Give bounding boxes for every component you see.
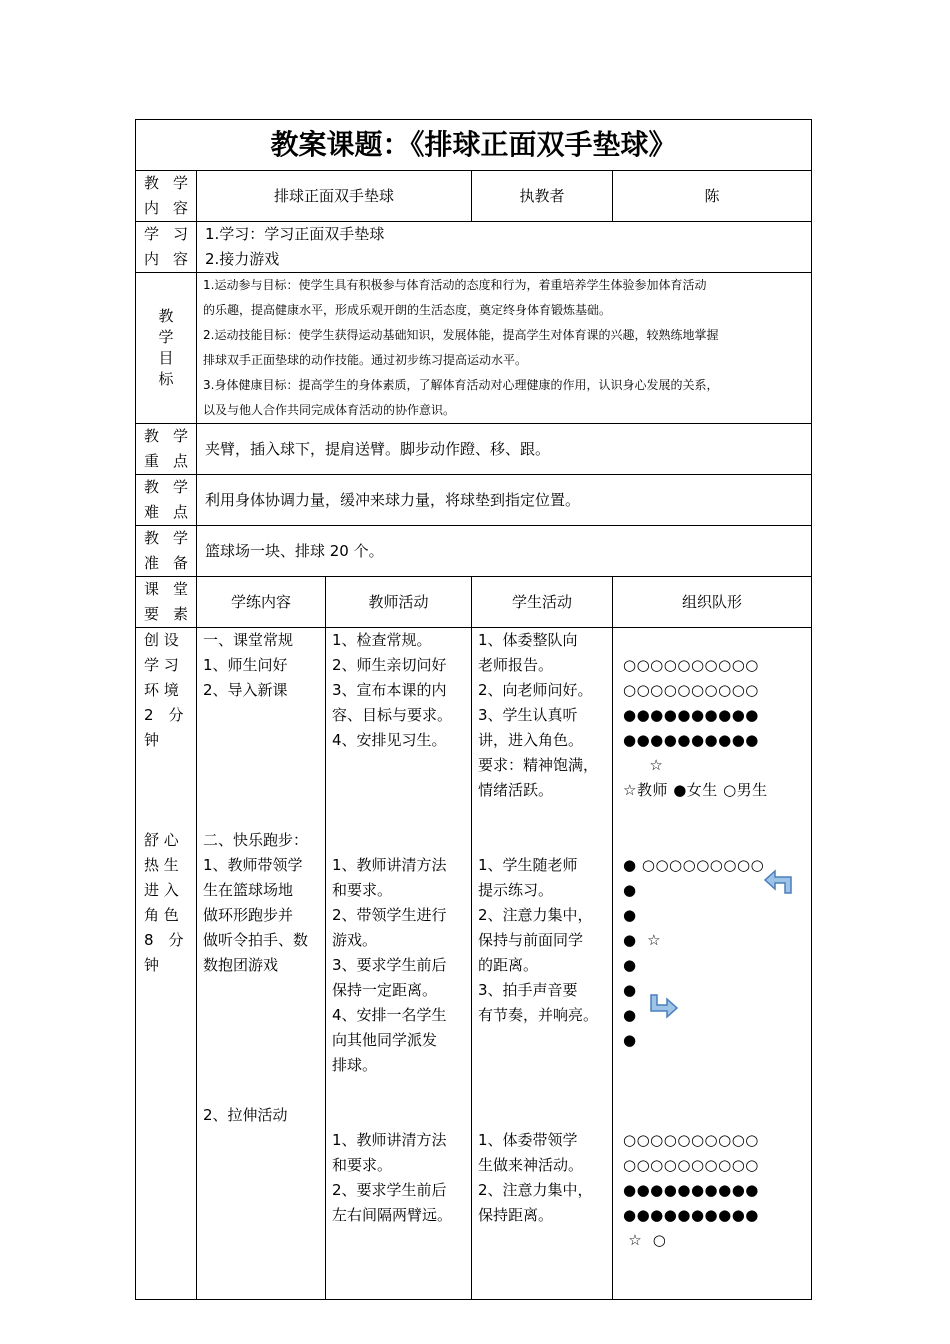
col-header-teacher: 教师活动 xyxy=(326,577,472,628)
student-section-1: 1、体委整队向 老师报告。 2、向老师问好。 3、学生认真听 讲，进入角色。 要求：精神饱满， 情绪活跃。 xyxy=(478,631,599,799)
row-study-content xyxy=(136,222,812,273)
row-difficulties xyxy=(136,475,812,526)
label-teaching-content: 教 学 内容 xyxy=(136,171,197,222)
formation-diagram-2: ● ○○○○○○○○○ ● ● ● ☆ ● ● ● ● xyxy=(623,853,811,1053)
label-key-points: 教 学 重点 xyxy=(136,424,197,475)
title-row xyxy=(136,120,812,171)
label-study-content: 学 习 内容 xyxy=(136,222,197,273)
teaching-content-value: 排球正面双手垫球 xyxy=(197,171,472,222)
label-goals: 教 学 目 标 xyxy=(136,273,197,424)
activity-row xyxy=(136,628,812,1300)
formation-diagram-1: ○○○○○○○○○○ ○○○○○○○○○○ ●●●●●●●●●● ●●●●●●●●●● ☆ ☆教师 ●女生 ○男生 xyxy=(623,656,768,799)
stage-labels xyxy=(136,628,197,1300)
teacher-column xyxy=(326,628,472,1300)
turn-left-arrow-icon xyxy=(763,869,797,895)
teacher-section-1: 1、检查常规。 2、师生亲切问好 3、宣布本课的内 容、目标与要求。 4、安排见习生。 xyxy=(332,631,453,749)
row-goals xyxy=(136,273,812,424)
teacher-name: 陈 xyxy=(613,171,812,222)
col-header-student: 学生活动 xyxy=(472,577,613,628)
student-section-3: 1、体委带领学 生做来神活动。 2、注意力集中， 保持距离。 xyxy=(478,1131,593,1224)
lesson-plan-document xyxy=(135,119,811,1300)
label-difficulties: 教 学 难点 xyxy=(136,475,197,526)
student-column xyxy=(472,628,613,1300)
formation-column xyxy=(613,628,812,1300)
label-class-elements: 课 堂 要素 xyxy=(136,577,197,628)
teacher-section-2: 1、教师讲清方法 和要求。 2、带领学生进行 游戏。 3、要求学生前后 保持一定距离。 4、安排一名学生 向其他同学派发 排球。 xyxy=(332,856,447,1074)
col-header-formation: 组织队形 xyxy=(613,577,812,628)
teacher-section-3: 1、教师讲清方法 和要求。 2、要求学生前后 左右间隔两臂远。 xyxy=(332,1131,453,1224)
student-section-2: 1、学生随老师 提示练习。 2、注意力集中， 保持与前面同学 的距离。 3、拍手声音要 有节奏，并响亮。 xyxy=(478,856,599,1024)
content-column xyxy=(197,628,326,1300)
preparation-value: 篮球场一块、排球 20 个。 xyxy=(197,526,812,577)
stage-label-1: 创 设 学 习 环 境 2 分 钟 xyxy=(144,631,184,749)
page-title: 教案课题：《排球正面双手垫球》 xyxy=(136,120,812,171)
study-content-value: 1.学习：学习正面双手垫球 2.接力游戏 xyxy=(197,222,812,273)
row-preparation xyxy=(136,526,812,577)
row-key-points xyxy=(136,424,812,475)
content-section-3: 2、拉伸活动 xyxy=(203,1106,288,1124)
content-section-2: 二、快乐跑步： 1、教师带领学 生在篮球场地 做环形跑步并 做听令拍手、数 数抱团游戏 xyxy=(203,831,309,974)
goals-text: 1.运动参与目标：使学生具有积极参与体育活动的态度和行为，着重培养学生体验参加体育活动 的乐趣，提高健康水平，形成乐观开朗的生活态度，奠定终身体育锻炼基础。 2.运动技能目标：使学生获得运动基础知识，发展体能，提高学生对体育课的兴趣，较熟练地掌握 排球双手正面垫球的动作技能。通过初步练习提高运动水平。 3.身体健康目标：提高学生的身体素质，了解体育活动对心理健康的作用，认识身心发展的关系， 以及与他人合作共同完成体育活动的协作意识。 xyxy=(197,273,812,424)
col-header-content: 学练内容 xyxy=(197,577,326,628)
row-teaching-content xyxy=(136,171,812,222)
difficulties-value: 利用身体协调力量，缓冲来球力量，将球垫到指定位置。 xyxy=(197,475,812,526)
key-points-value: 夹臂，插入球下，提肩送臂。脚步动作蹬、移、跟。 xyxy=(197,424,812,475)
teacher-label: 执教者 xyxy=(472,171,613,222)
stage-label-2: 舒 心 热 生 进 入 角 色 8 分 钟 xyxy=(144,831,184,974)
content-section-1: 一、课堂常规 1、师生问好 2、导入新课 xyxy=(203,631,294,699)
formation-diagram-3: ○○○○○○○○○○ ○○○○○○○○○○ ●●●●●●●●●● ●●●●●●●●●● ☆ ○ xyxy=(623,1131,759,1249)
lesson-plan-table xyxy=(135,119,812,1300)
header-row xyxy=(136,577,812,628)
label-preparation: 教 学 准备 xyxy=(136,526,197,577)
turn-right-arrow-icon xyxy=(647,993,681,1019)
